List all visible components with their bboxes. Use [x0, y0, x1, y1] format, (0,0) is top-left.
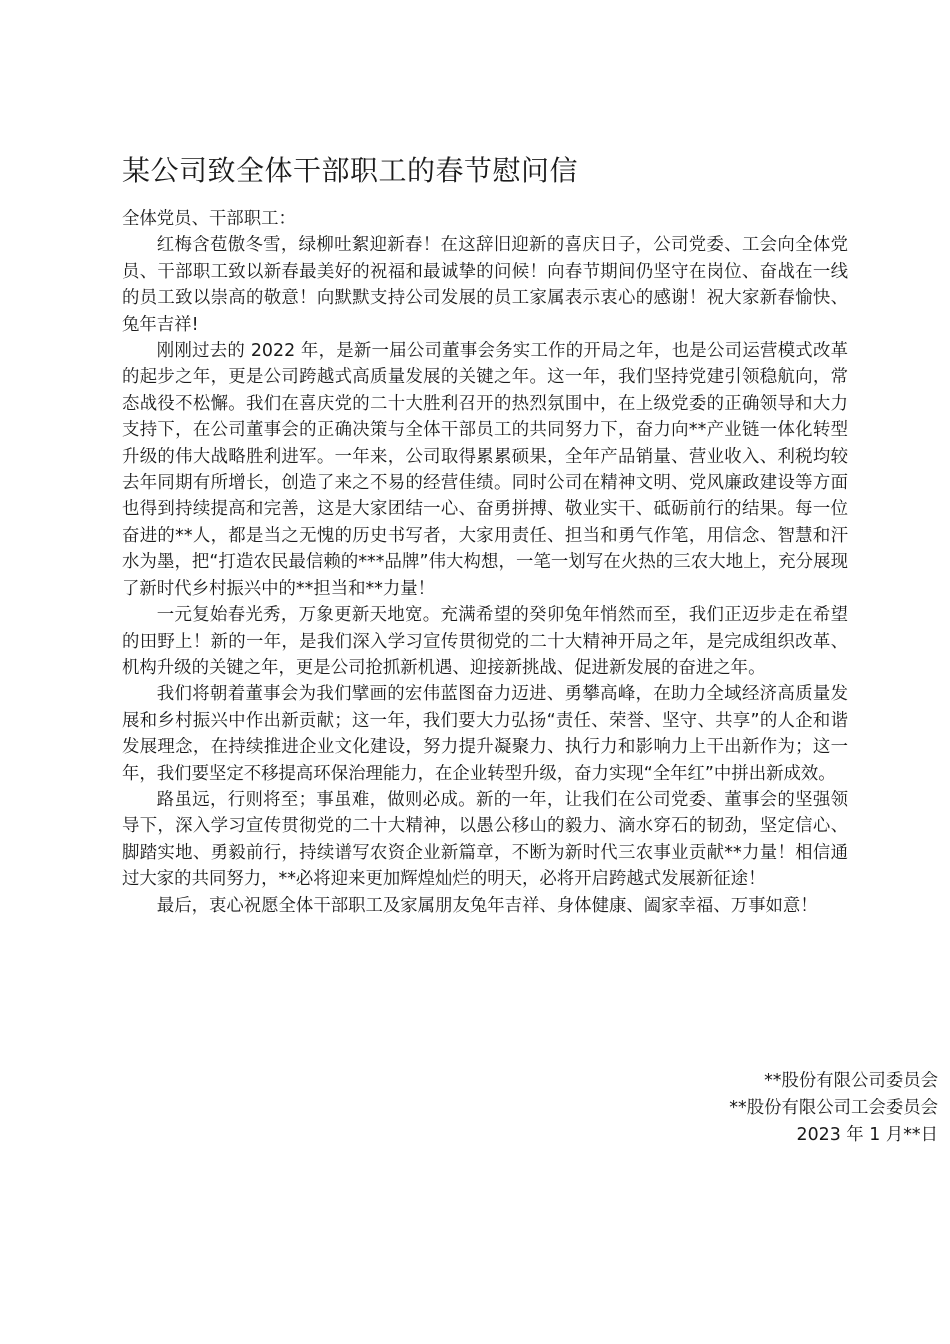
paragraph-greeting: 红梅含苞傲冬雪，绿柳吐絮迎新春！在这辞旧迎新的喜庆日子，公司党委、工会向全体党员、干部职工致以新春最美好的祝福和最诚挚的问候！向春节期间仍坚守在岗位、奋战在一线的员工致以崇高的敬意！向默默支持公司发展的员工家属表示衷心的感谢！祝大家新春愉快、兔年吉祥!: [122, 235, 848, 335]
signature-org-union: **股份有限公司工会委员会: [729, 1098, 938, 1118]
paragraph-new-year: 一元复始春光秀，万象更新天地宽。充满希望的癸卯兔年悄然而至，我们正迈步走在希望的田野上！新的一年，是我们深入学习宣传贯彻党的二十大精神开局之年，是完成组织改革、机构升级的关键之年，更是公司抢抓新机遇、迎接新挑战、促进新发展的奋进之年。: [122, 605, 848, 678]
letter-body: [122, 206, 848, 919]
paragraph-closing-wishes: 最后，衷心祝愿全体干部职工及家属朋友兔年吉祥、身体健康、阖家幸福、万事如意！: [156, 895, 818, 916]
signature-org-committee: **股份有限公司委员会: [764, 1071, 938, 1091]
paragraph-goals: 我们将朝着董事会为我们擘画的宏伟蓝图奋力迈进、勇攀高峰，在助力全域经济高质量发展和乡村振兴中作出新贡献；这一年，我们要大力弘扬“责任、荣誉、坚守、共享”的人企和谐发展理念，在持续推进企业文化建设，努力提升凝聚力、执行力和影响力上干出新作为；这一年，我们要坚定不移提高环保治理能力，在企业转型升级，奋力实现“全年红”中拼出新成效。: [122, 684, 848, 784]
letter-title: 某公司致全体干部职工的春节慰问信: [122, 154, 579, 187]
signature-date: 2023 年 1 月**日: [796, 1125, 938, 1145]
signature-block: [729, 1068, 938, 1149]
paragraph-outlook: 路虽远，行则将至；事虽难，做则必成。新的一年，让我们在公司党委、董事会的坚强领导下，深入学习宣传贯彻党的二十大精神，以愚公移山的毅力、滴水穿石的韧劲，坚定信心、脚踏实地、勇毅前行，持续谱写农资企业新篇章，不断为新时代三农事业贡献**力量！相信通过大家的共同努力，**必将迎来更加辉煌灿烂的明天，必将开启跨越式发展新征途！: [122, 789, 848, 890]
letter-salutation: 全体党员、干部职工：: [122, 209, 296, 229]
paragraph-review-2022: 刚刚过去的 2022 年，是新一届公司董事会务实工作的开局之年，也是公司运营模式改革的起步之年，更是公司跨越式高质量发展的关键之年。这一年，我们坚持党建引领稳航向，常态战役不松懈。我们在喜庆党的二十大胜利召开的热烈氛围中，在上级党委的正确领导和大力支持下，在公司董事会的正确决策与全体干部员工的共同努力下，奋力向**产业链一体化转型升级的伟大战略胜利进军。一年来，公司取得累累硕果，全年产品销量、营业收入、利税均较去年同期有所增长，创造了来之不易的经营佳绩。同时公司在精神文明、党风廉政建设等方面也得到持续提高和完善，这是大家团结一心、奋勇拼搏、敬业实干、砥砺前行的结果。每一位奋进的**人，都是当之无愧的历史书写者，大家用责任、担当和勇气作笔，用信念、智慧和汗水为墨，把“打造农民最信赖的***品牌”伟大构想，一笔一划写在火热的三农大地上，充分展现了新时代乡村振兴中的**担当和**力量！: [122, 341, 848, 599]
